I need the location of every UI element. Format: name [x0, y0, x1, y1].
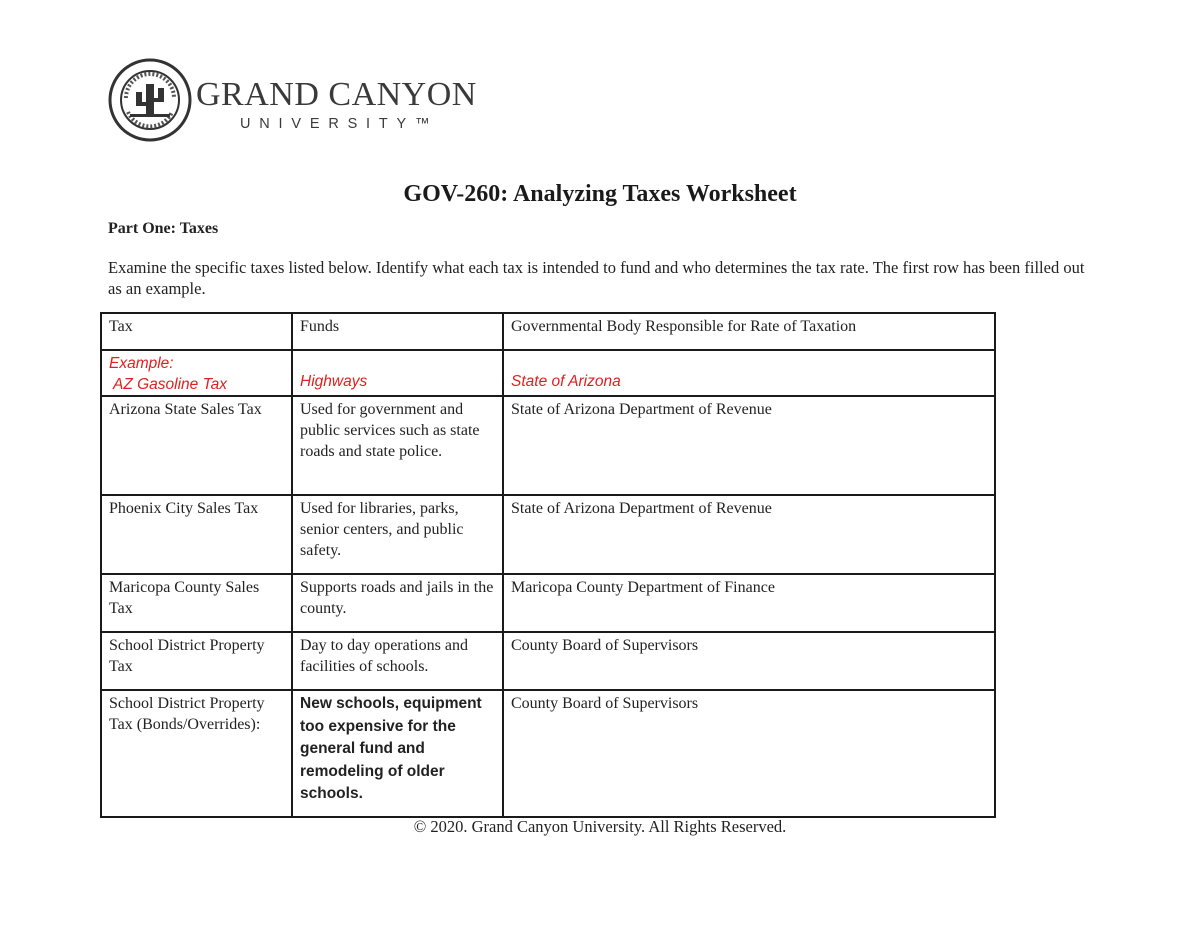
funds-cell: Supports roads and jails in the county. [292, 574, 503, 632]
body-cell: State of Arizona Department of Revenue [503, 396, 995, 495]
example-tax: AZ Gasoline Tax [113, 376, 228, 393]
table-row [101, 690, 995, 817]
header-tax: Tax [101, 313, 292, 350]
body-cell: Maricopa County Department of Finance [503, 574, 995, 632]
example-body: State of Arizona [511, 373, 621, 390]
funds-cell: Used for government and public services such as state roads and state police. [292, 396, 503, 495]
university-logo [108, 58, 488, 142]
example-body-cell [503, 350, 995, 396]
wordmark [196, 78, 477, 132]
copyright-footer: © 2020. Grand Canyon University. All Rights Reserved. [413, 817, 787, 836]
table-row [101, 574, 995, 632]
tax-cell: School District Property Tax [101, 632, 292, 690]
body-cell: County Board of Supervisors [503, 690, 995, 817]
tax-cell: Maricopa County Sales Tax [101, 574, 292, 632]
tax-cell: Arizona State Sales Tax [101, 396, 292, 495]
example-funds: Highways [300, 373, 368, 390]
table-row [101, 396, 995, 495]
table-row [101, 495, 995, 574]
tax-cell: School District Property Tax (Bonds/Overrides): [101, 690, 292, 817]
body-cell: State of Arizona Department of Revenue [503, 495, 995, 574]
funds-cell: Day to day operations and facilities of schools. [292, 632, 503, 690]
university-seal-icon [108, 58, 192, 142]
example-tax-cell [101, 350, 292, 396]
header-funds: Funds [292, 313, 503, 350]
part-heading: Part One: Taxes [108, 220, 219, 237]
page-title: GOV-260: Analyzing Taxes Worksheet [403, 181, 797, 207]
wordmark-bottom: UNIVERSITY™ [240, 116, 439, 132]
example-funds-cell [292, 350, 503, 396]
instructions: Examine the specific taxes listed below. Identify what each tax is intended to fund and who determines the tax rate. The first row has been filled out as an example. [108, 258, 1085, 298]
example-row [101, 350, 995, 396]
wordmark-top: GRAND CANYON [196, 76, 477, 113]
table-row [101, 632, 995, 690]
body-cell: County Board of Supervisors [503, 632, 995, 690]
tax-cell: Phoenix City Sales Tax [101, 495, 292, 574]
table-header-row [101, 313, 995, 350]
funds-cell: New schools, equipment too expensive for the general fund and remodeling of older schools. [292, 690, 503, 817]
funds-cell: Used for libraries, parks, senior centers, and public safety. [292, 495, 503, 574]
tax-table [100, 312, 996, 818]
header-body: Governmental Body Responsible for Rate of Taxation [503, 313, 995, 350]
example-label: Example: [109, 355, 174, 372]
